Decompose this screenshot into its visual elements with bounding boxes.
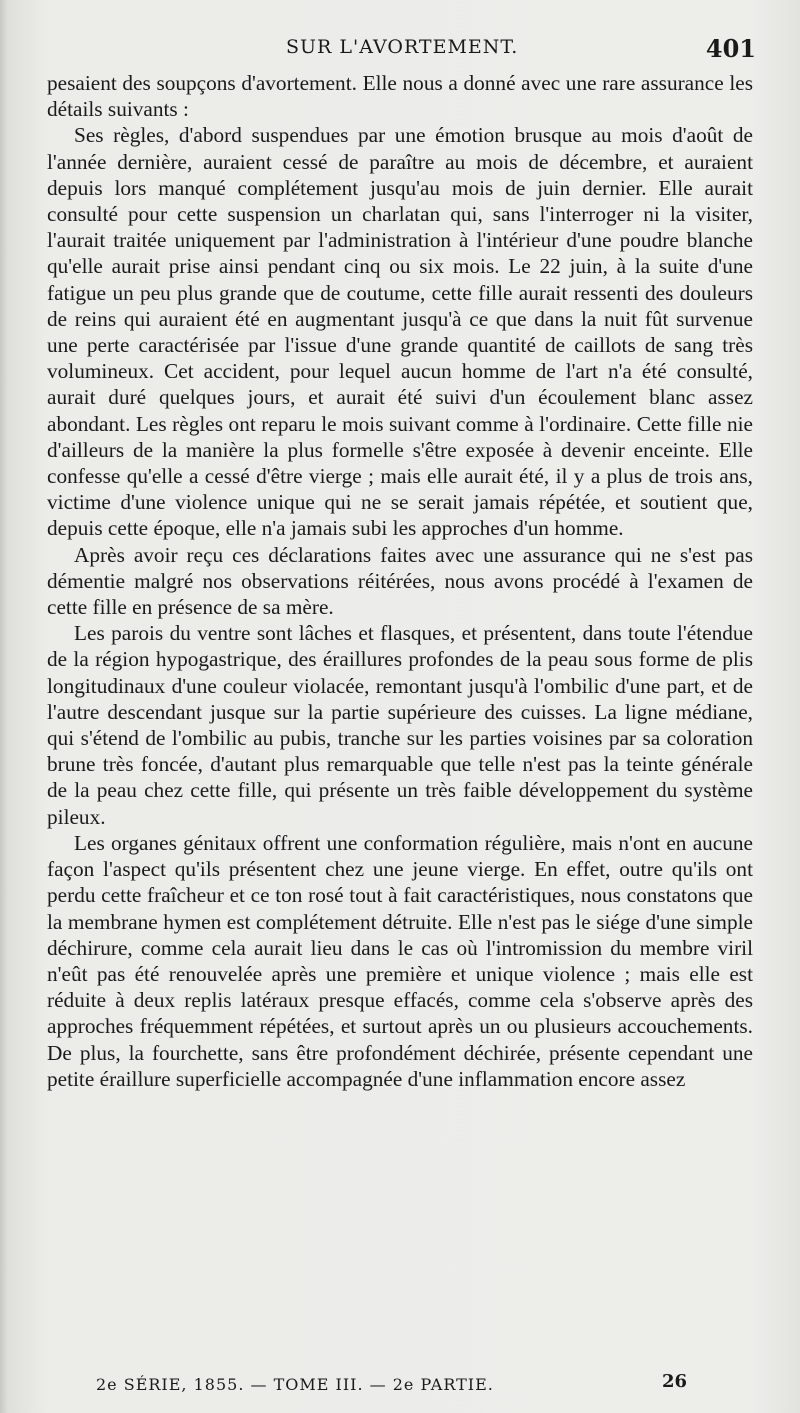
page-gutter-shadow [0,0,8,1413]
running-title: SUR L'AVORTEMENT. [286,36,519,58]
page-number: 401 [705,34,756,63]
page-header [0,30,800,70]
paragraph-continuation: pesaient des soupçons d'avortement. Elle nous a donné avec une rare assurance les détails suivants : [47,71,753,122]
page-footer [0,1371,800,1405]
paragraph-abdominal-findings: Les parois du ventre sont lâches et flasques, et présentent, dans toute l'étendue de la région hypogastrique, des éraillures profondes de la peau sous forme de plis longitudinaux d'une couleur violacée, remontant jusqu'à l'ombilic d'une part, et de l'autre descendant jusque sur la partie supérieure des cuisses. La ligne médiane, qui s'étend de l'ombilic au pubis, tranche sur les parties voisines par sa coloration brune très foncée, d'autant plus remarquable que telle n'est pas la teinte générale de la peau chez cette fille, qui présente un très faible développement du système pileux. [47,621,753,829]
paragraph-menstruation-history: Ses règles, d'abord suspendues par une émotion brusque au mois d'août de l'année dernière, auraient cessé de paraître au mois de décembre, et auraient depuis lors manqué complétement jusqu'au mois de juin dernier. Elle aurait consulté pour cette suspension un charlatan qui, sans l'interroger ni la visiter, l'aurait traitée uniquement par l'administration à l'intérieur d'une poudre blanche qu'elle aurait prise ainsi pendant cinq ou six mois. Le 22 juin, à la suite d'une fatigue un peu plus grande que de coutume, cette fille aurait ressenti des douleurs de reins qui auraient été en augmentant jusqu'à ce que dans la nuit fût survenue une perte caractérisée par l'issue d'une grande quantité de caillots de sang très volumineux. Cet accident, pour lequel aucun homme de l'art n'a été consulté, aurait duré quelques jours, et aurait été suivi d'un écoulement blanc assez abondant. Les règles ont reparu le mois suivant comme à l'ordinaire. Cette fille nie d'ailleurs de la manière la plus formelle s'être exposée à devenir enceinte. Elle confesse qu'elle a cessé d'être vierge ; mais elle aurait été, il y a plus de trois ans, victime d'une violence unique qui ne se serait jamais répétée, et soutient que, depuis cette époque, elle n'a jamais subi les approches d'un homme. [47,123,753,541]
printer-signature: 2e SÉRIE, 1855. — TOME III. — 2e PARTIE. [96,1375,494,1394]
paragraph-examination-intro: Après avoir reçu ces déclarations faites avec une assurance qui ne s'est pas démentie malgré nos observations réitérées, nous avons procédé à l'examen de cette fille en présence de sa mère. [47,542,753,620]
sheet-number: 26 [662,1371,688,1392]
body-text [47,70,753,1092]
paragraph-genital-findings: Les organes génitaux offrent une conformation régulière, mais n'ont en aucune façon l'aspect qu'ils présentent chez une jeune vierge. En effet, outre qu'ils ont perdu cette fraîcheur et ce ton rosé tout à fait caractéristiques, nous constatons que la membrane hymen est complétement détruite. Elle n'est pas le siége d'une simple déchirure, comme cela aurait lieu dans le cas où l'intromission du membre viril n'eût pas été renouvelée après une première et unique violence ; mais elle est réduite à deux replis latéraux presque effacés, comme cela s'observe après des approches fréquemment répétées, et surtout après un ou plusieurs accouchements. De plus, la fourchette, sans être profondément déchirée, présente cependant une petite éraillure superficielle accompagnée d'une inflammation encore assez [47,830,753,1091]
